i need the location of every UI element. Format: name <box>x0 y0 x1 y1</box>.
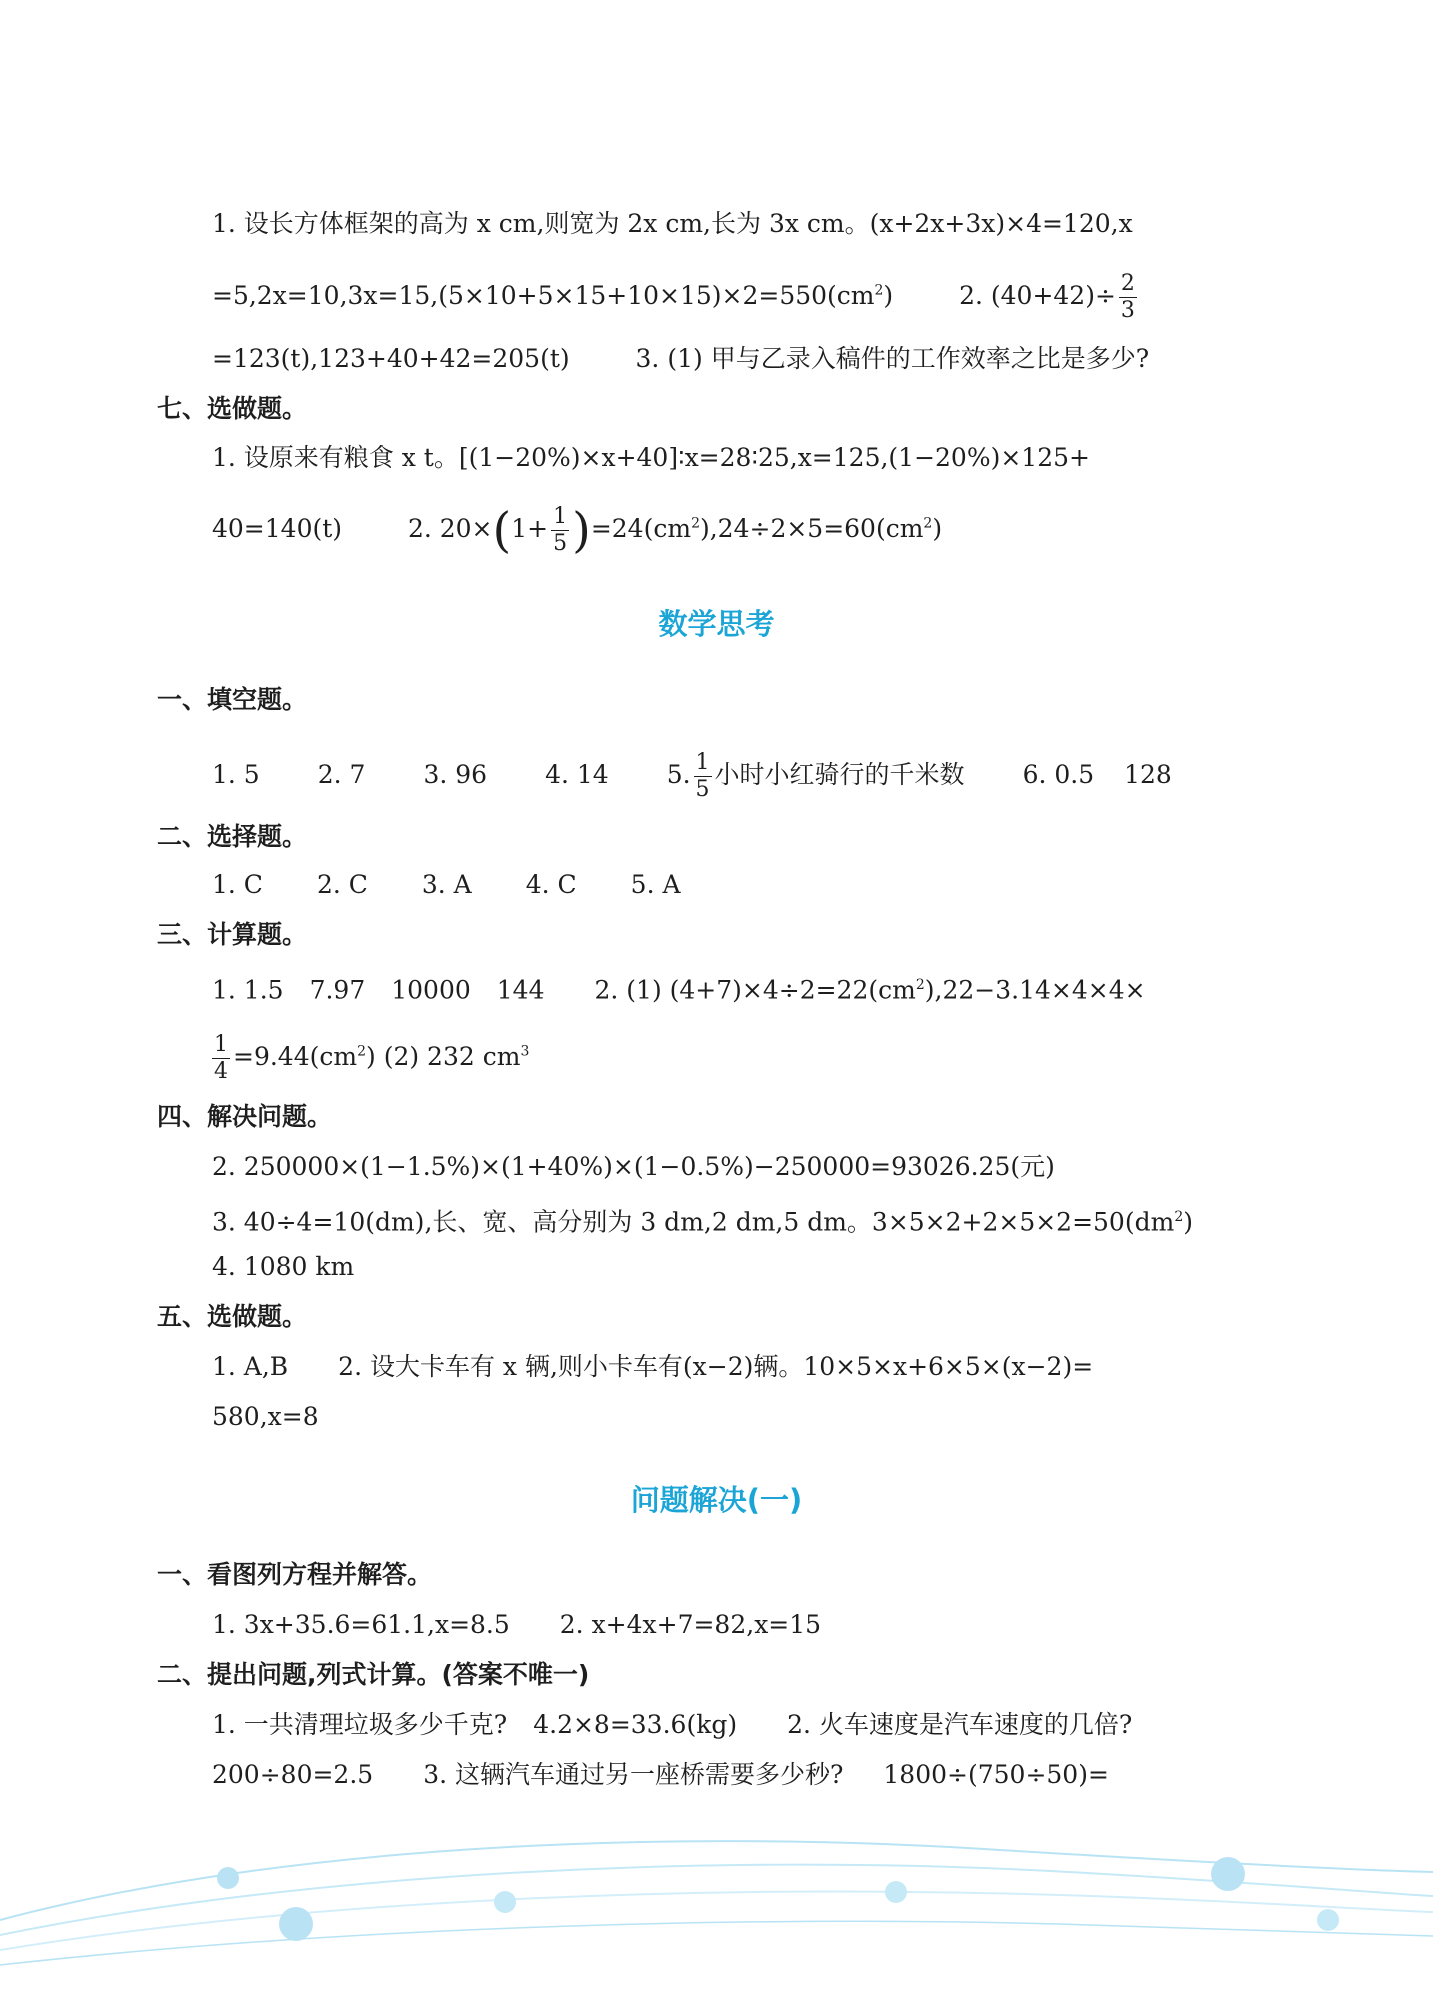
wave-decoration <box>0 1800 1433 2000</box>
answer-line: 2. 250000×(1−1.5%)×(1+40%)×(1−0.5%)−250000=93026.25(元) <box>212 1152 1055 1181</box>
section-title: 数学思考 <box>658 607 775 641</box>
section-heading: 三、计算题。 <box>157 920 308 949</box>
answer-line: 1. C 2. C 3. A 4. C 5. A <box>212 870 681 899</box>
section-title: 问题解决(一) <box>630 1483 803 1517</box>
answer-line: 1. 5 2. 7 3. 96 4. 14 5. $\frac{1}{5}$ 小时小红骑行的千米数 6. 0.5 128 <box>212 750 1172 802</box>
answer-line: 1. 3x+35.6=61.1,x=8.5 2. x+4x+7=82,x=15 <box>212 1610 822 1639</box>
section-heading: 五、选做题。 <box>157 1302 308 1331</box>
answer-line: 200÷80=2.5 3. 这辆汽车通过另一座桥需要多少秒? 1800÷(750÷50)= <box>212 1760 1109 1789</box>
answer-line: 3. 40÷4=10(dm),长、宽、高分别为 3 dm,2 dm,5 dm。$3\times 5\times 2+2\times 5\times 2=50(dm^2)$ <box>212 1207 1193 1237</box>
fraction: $\frac{1}{5}$ <box>553 504 568 556</box>
section-heading: 一、填空题。 <box>157 685 308 714</box>
answer-line: =123(t),123+40+42=205(t) 3. (1) 甲与乙录入稿件的工作效率之比是多少? <box>212 344 1150 373</box>
answer-line: 1. 一共清理垃圾多少千克? 4.2×8=33.6(kg) 2. 火车速度是汽车速度的几倍? <box>212 1710 1133 1739</box>
answer-line: 1. 设原来有粮食 x t。[(1−20%)×x+40]∶x=28∶25,x=125,(1−20%)×125+ <box>212 443 1090 472</box>
answer-line: 40=140(t) 2. 20×(1+ $\frac{1}{5}$ )$=24(cm^2),24\div 2\times 5=60(cm^2)$ <box>212 502 943 559</box>
answer-line: $=5,2x=10,3x=15,(5\times 10+5\times 15+10\times 15)\times 2=550(cm^2)$ 2. (40+42)÷ $\frac{2}{3}$ <box>212 271 1135 323</box>
answer-line: 1. 1.5 7.97 10000 144 2. (1) $(4+7)\times 4\div 2=22(cm^2),22-3.14\times 4\times 4\times$ <box>212 975 1146 1005</box>
answer-line: $\frac{1}{4}$ $=9.44(cm^2)$ (2) 232 $cm^3$ <box>214 1032 530 1084</box>
answer-line: 4. 1080 km <box>212 1252 355 1281</box>
fraction: $\frac{2}{3}$ <box>1120 271 1135 323</box>
fraction: $\frac{1}{5}$ <box>695 750 710 802</box>
answer-line: 1. 设长方体框架的高为 x cm,则宽为 2x cm,长为 3x cm。(x+2x+3x)×4=120,x <box>212 209 1133 238</box>
fraction: $\frac{1}{4}$ <box>214 1032 228 1084</box>
section-heading: 二、选择题。 <box>157 822 308 851</box>
section-heading: 二、提出问题,列式计算。(答案不唯一) <box>157 1660 590 1689</box>
section-heading: 七、选做题。 <box>157 394 308 423</box>
section-heading: 四、解决问题。 <box>157 1102 333 1131</box>
answer-line: 1. A,B 2. 设大卡车有 x 辆,则小卡车有(x−2)辆。10×5×x+6×5×(x−2)= <box>212 1352 1094 1381</box>
answer-line: 580,x=8 <box>212 1402 319 1431</box>
section-heading: 一、看图列方程并解答。 <box>157 1560 433 1589</box>
